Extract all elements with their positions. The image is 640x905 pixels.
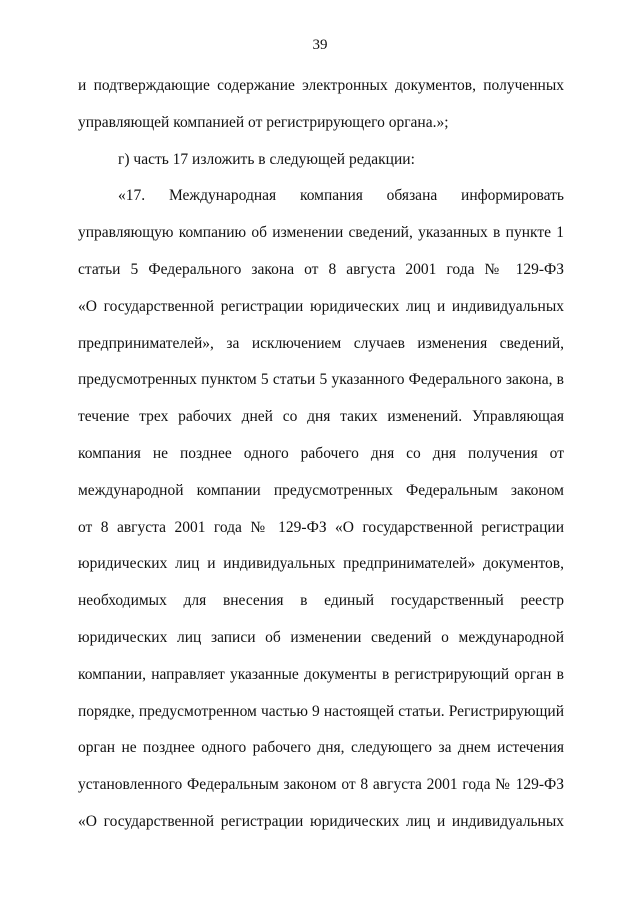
text-line: международной компании предусмотренных Федеральным законом [78, 481, 564, 499]
text-line: необходимых для внесения в единый государственный реестр [78, 592, 564, 610]
text-line: предусмотренных пунктом 5 статьи 5 указанного Федерального закона, в [78, 371, 564, 389]
text-line: порядке, предусмотренном частью 9 настоящей статьи. Регистрирующий [78, 702, 564, 720]
text-line: установленного Федеральным законом от 8 августа 2001 года № 129-ФЗ [78, 776, 564, 794]
text-line: юридических лиц и индивидуальных предпринимателей» документов, [78, 555, 564, 573]
text-line: орган не позднее одного рабочего дня, следующего за днем истечения [78, 739, 564, 757]
text-line: управляющей компанией от регистрирующего органа.»; [78, 113, 449, 131]
text-line: от 8 августа 2001 года № 129-ФЗ «О государственной регистрации [78, 518, 564, 536]
text-line: статьи 5 Федерального закона от 8 августа 2001 года № 129-ФЗ [78, 260, 564, 278]
text-line: предпринимателей», за исключением случаев изменения сведений, [78, 334, 564, 352]
text-line: юридических лиц записи об изменении сведений о международной [78, 628, 564, 646]
text-line: «О государственной регистрации юридических лиц и индивидуальных [78, 812, 564, 830]
text-line: «О государственной регистрации юридических лиц и индивидуальных [78, 297, 564, 315]
document-body [78, 76, 564, 832]
text-line: и подтверждающие содержание электронных документов, полученных [78, 77, 564, 94]
text-line: течение трех рабочих дней со дня таких изменений. Управляющая [78, 408, 564, 426]
text-line: г) часть 17 изложить в следующей редакции: [118, 150, 415, 168]
text-line: управляющую компанию об изменении сведений, указанных в пункте 1 [78, 224, 564, 242]
text-line: «17. Международная компания обязана информировать [118, 187, 564, 205]
text-line: компании, направляет указанные документы в регистрирующий орган в [78, 665, 564, 683]
page-number: 39 [312, 37, 328, 53]
text-line: компания не позднее одного рабочего дня со дня получения от [78, 444, 564, 462]
